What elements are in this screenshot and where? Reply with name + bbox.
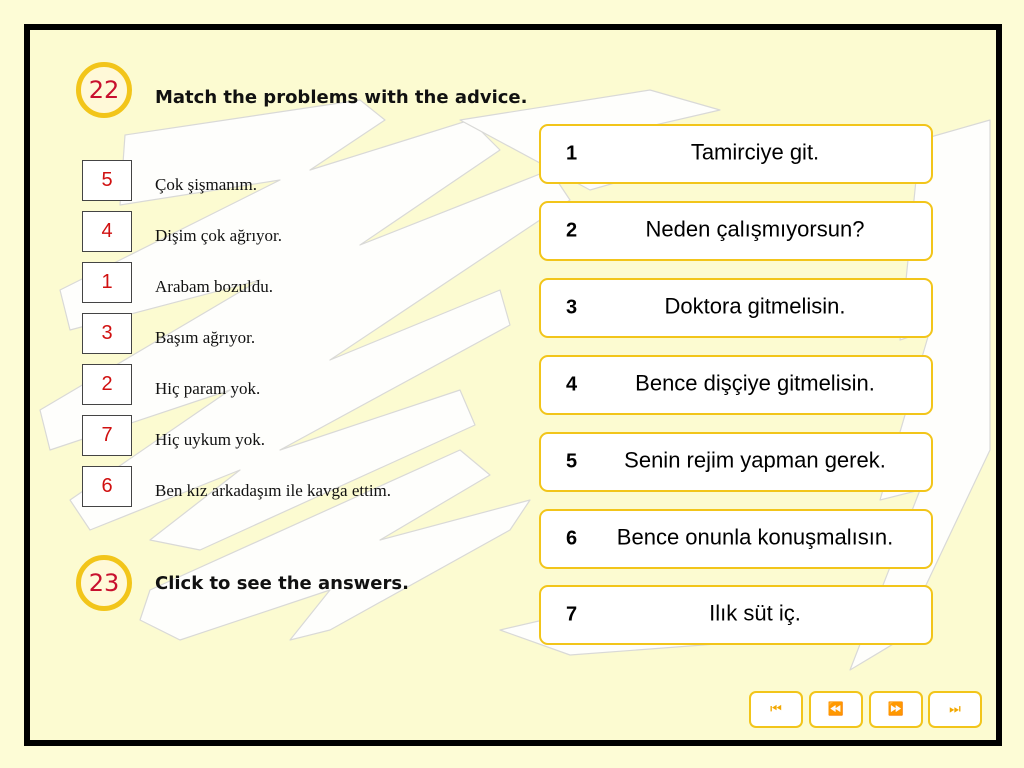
advice-number: 1 (566, 142, 578, 165)
advice-text: Senin rejim yapman gerek. (624, 447, 886, 473)
advice-text: Ilık süt iç. (709, 600, 801, 626)
fast-forward-icon: ⏩ (887, 702, 905, 717)
advice-card-2[interactable] (539, 201, 933, 261)
skip-back-icon: ⏮ (770, 702, 782, 717)
advice-text: Neden çalışmıyorsun? (645, 216, 865, 242)
answer-box-2[interactable]: 4 (82, 211, 132, 252)
advice-card-1[interactable] (539, 124, 933, 184)
problem-text-3: Arabam bozuldu. (155, 277, 274, 296)
problem-text-2: Dişim çok ağrıyor. (155, 226, 283, 245)
skip-forward-icon: ⏭ (949, 702, 961, 717)
last-slide-button[interactable] (928, 691, 982, 728)
advice-card-6[interactable] (539, 509, 933, 569)
advice-number: 7 (566, 603, 578, 626)
advice-text: Doktora gitmelisin. (664, 293, 846, 319)
exercise-22-heading: Match the problems with the advice. (155, 87, 528, 108)
answer-box-6[interactable]: 7 (82, 415, 132, 456)
first-slide-button[interactable] (749, 691, 803, 728)
advice-number: 6 (566, 527, 578, 550)
advice-card-7[interactable] (539, 585, 933, 645)
exercise-22-badge (76, 62, 132, 118)
problem-text-5: Hiç param yok. (155, 379, 261, 398)
problem-text-1: Çok şişmanım. (155, 175, 258, 194)
show-answers-link[interactable]: Click to see the answers. (155, 573, 409, 594)
advice-text: Tamirciye git. (690, 139, 820, 165)
previous-slide-button[interactable] (809, 691, 863, 728)
advice-text: Bence onunla konuşmalısın. (616, 524, 894, 550)
problem-text-7: Ben kız arkadaşım ile kavga ettim. (155, 481, 392, 500)
exercise-23-badge (76, 555, 132, 611)
exercise-22-number: 22 (88, 76, 120, 104)
answer-box-4[interactable]: 3 (82, 313, 132, 354)
advice-card-5[interactable] (539, 432, 933, 492)
advice-text: Bence dişçiye gitmelisin. (635, 370, 875, 396)
advice-number: 3 (566, 296, 578, 319)
problem-text-4: Başım ağrıyor. (155, 328, 256, 347)
problem-text-6: Hiç uykum yok. (155, 430, 266, 449)
answer-box-3[interactable]: 1 (82, 262, 132, 303)
next-slide-button[interactable] (869, 691, 923, 728)
advice-card-4[interactable] (539, 355, 933, 415)
answer-box-5[interactable]: 2 (82, 364, 132, 405)
answer-box-1[interactable]: 5 (82, 160, 132, 201)
rewind-icon: ⏪ (827, 702, 845, 717)
slide-frame (24, 24, 1002, 746)
advice-number: 5 (566, 450, 578, 473)
advice-card-3[interactable] (539, 278, 933, 338)
answer-box-7[interactable]: 6 (82, 466, 132, 507)
advice-number: 2 (566, 219, 578, 242)
exercise-23-number: 23 (88, 569, 120, 597)
advice-number: 4 (566, 373, 578, 396)
